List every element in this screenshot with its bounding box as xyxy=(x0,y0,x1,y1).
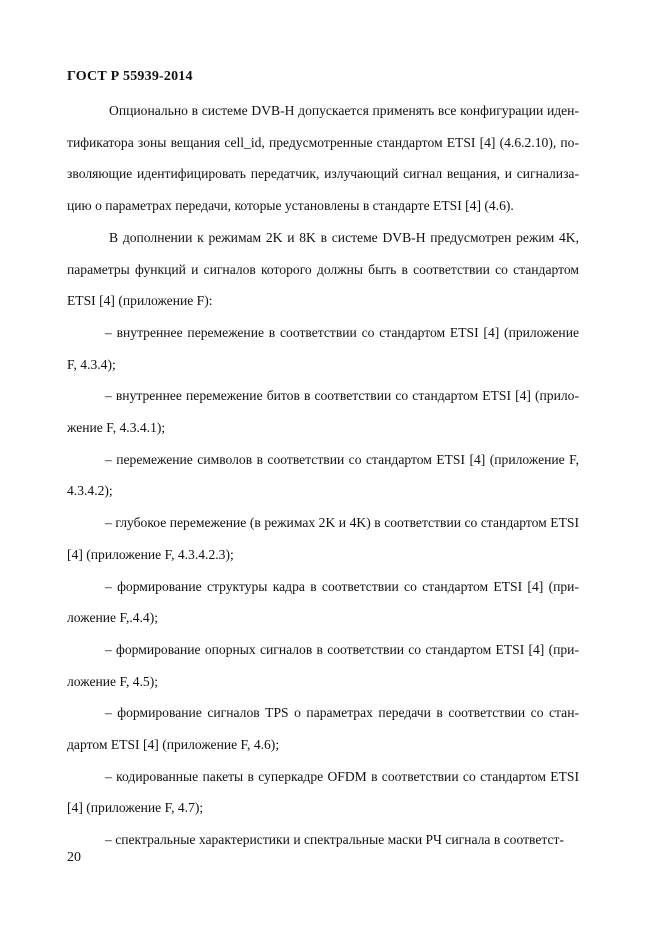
list-item: – спектральные характеристики и спектральные маски РЧ сигнала в соответст- xyxy=(105,832,565,848)
list-item: – формирование структуры кадра в соответствии со стандартом ETSI [4] (приложение F,.4.4); xyxy=(67,578,579,626)
list-item: – кодированные пакеты в суперкадре OFDM в соответствии со стандартом ETSI [4] (приложение F, 4.7); xyxy=(67,768,579,816)
document-body xyxy=(67,95,579,856)
paragraph: В дополнении к режимам 2K и 8K в системе DVB-H предусмотрен режим 4K, параметры функций и сигналов которого должны быть в соответствии со стандартом ETSI [4] (приложение F): xyxy=(67,229,579,309)
list-item: – глубокое перемежение (в режимах 2K и 4K) в соответствии со стандартом ETSI [4] (приложение F, 4.3.4.2.3); xyxy=(67,515,579,562)
list-item: – перемежение символов в соответствии со стандартом ETSI [4] (приложение F, 4.3.4.2); xyxy=(67,451,579,499)
list-item: – формирование опорных сигналов в соответствии со стандартом ETSI [4] (приложение F, 4.5); xyxy=(67,641,579,689)
paragraph: Опционально в системе DVB-H допускается применять все конфигурации идентификатора зоны вещания cell_id, предусмотренные стандартом ETSI [4] (4.6.2.10), позволяющие идентифицировать передатчик, излучающий сигнал вещания, и сигнализацию о параметрах передачи, которые установлены в стандарте ETSI [4] (4.6). xyxy=(67,103,579,214)
document-header: ГОСТ Р 55939-2014 xyxy=(67,69,193,84)
list-item: – внутреннее перемежение в соответствии со стандартом ETSI [4] (приложение F, 4.3.4); xyxy=(67,324,579,372)
page-number: 20 xyxy=(67,850,81,865)
list-item: – внутреннее перемежение битов в соответствии со стандартом ETSI [4] (приложение F, 4.3.4.1); xyxy=(67,388,579,436)
list-item: – формирование сигналов TPS о параметрах передачи в соответствии со стандартом ETSI [4] (приложение F, 4.6); xyxy=(67,705,579,753)
